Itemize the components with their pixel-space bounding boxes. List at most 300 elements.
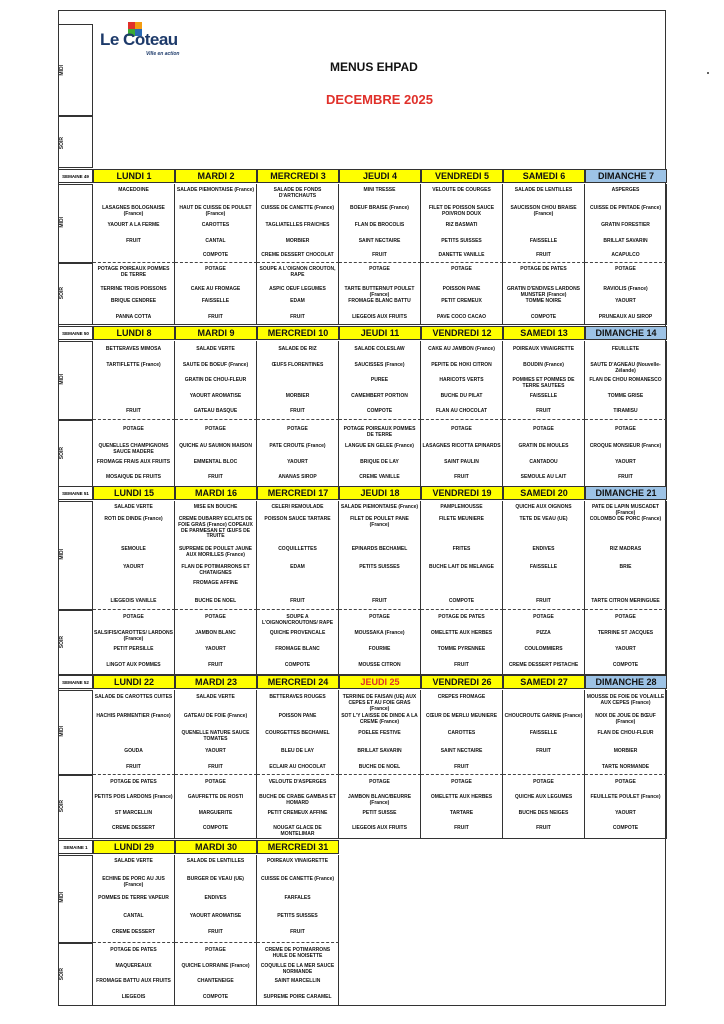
menu-item: POMMES ET POMMES DE TERRE SAUTEES	[512, 377, 575, 389]
soir-side	[58, 263, 93, 325]
menu-item: YAOURT	[615, 810, 636, 816]
menu-item: FARFALES	[284, 895, 311, 901]
menu-item: MOSAIQUE DE FRUITS	[105, 474, 161, 480]
menu-item: CREME DESSERT CHOCOLAT	[261, 252, 334, 258]
menu-item: TOMME NOIRE	[525, 298, 562, 304]
soir-cell	[585, 610, 667, 675]
menu-item: COMPOTE	[448, 598, 475, 604]
menu-item: SAINT MARCELLIN	[274, 978, 321, 984]
menu-item: FRUIT	[290, 408, 305, 414]
midi-side	[58, 690, 93, 775]
menu-item: TOMME PYRENNEE	[437, 646, 486, 652]
menu-item: FILET DE POISSON SAUCE POIVRON DOUX	[428, 205, 495, 217]
soir-cell	[175, 943, 257, 1006]
menu-item: TARTE CITRON MERINGUEE	[591, 598, 660, 604]
menu-item: PETIT SUISSE	[362, 810, 397, 816]
day-header: MERCREDI 31	[257, 840, 339, 854]
menu-item: POTAGE DE PATES	[110, 947, 157, 953]
week-label: SEMAINE 50	[58, 326, 93, 340]
menu-item: SALADE VERTE	[196, 346, 235, 352]
menu-item: BOEUF BRAISE (France)	[350, 205, 409, 211]
midi-cell	[93, 341, 175, 420]
menu-item: YAOURT A LA FERME	[107, 222, 160, 228]
menu-item: SOUPE A L'OIGNON CROUTON, RAPE	[259, 266, 336, 278]
day-header: DIMANCHE 28	[585, 675, 667, 689]
soir-cell	[257, 263, 339, 325]
day-header: MERCREDI 10	[257, 326, 339, 340]
day-header: MERCREDI 3	[257, 169, 339, 183]
menu-item: FLAN DE CHOU-FLEUR	[597, 730, 654, 736]
menu-item: FRUIT	[208, 314, 223, 320]
day-header: MARDI 2	[175, 169, 257, 183]
day-header: JEUDI 4	[339, 169, 421, 183]
menu-item: FAISSELLE	[529, 238, 558, 244]
menu-item: CREME DESSERT	[111, 825, 156, 831]
menu-item: FROMAGE BLANC BATTU	[348, 298, 411, 304]
menu-item: OMELETTE AUX HERBES	[430, 794, 493, 800]
midi-cell	[175, 184, 257, 263]
menu-item: POTAGE	[205, 947, 226, 953]
soir-side	[58, 610, 93, 675]
menu-item: PETITS SUISSES	[441, 238, 482, 244]
menu-item: FRUIT	[536, 252, 551, 258]
menu-item: POISSON PANE	[442, 286, 481, 292]
menu-item: YAOURT AROMATISE	[189, 913, 242, 919]
menu-item: FRUIT	[126, 238, 141, 244]
menu-item: CREME DE POTIMARRONS HUILE DE NOISETTE	[264, 947, 331, 959]
menu-item: FROMAGE BATTU AUX FRUITS	[96, 978, 171, 984]
menu-item: FRUIT	[536, 408, 551, 414]
menu-item: GRATIN D'ENDIVES LARDONS MUNSTER (France)	[506, 286, 581, 298]
menu-item: POTAGE	[205, 779, 226, 785]
menu-item: QUICHE PROVENCALE	[269, 630, 326, 636]
menu-item: EDAM	[290, 564, 305, 570]
midi-cell	[503, 501, 585, 610]
menu-item: FRUIT	[290, 598, 305, 604]
menu-item: SALADE PIEMONTAISE (France)	[340, 504, 419, 510]
soir-cell	[93, 263, 175, 325]
menu-item: FROMAGE AFFINE	[193, 580, 238, 586]
menu-item: BUCHE DE NOEL	[358, 764, 401, 770]
menu-item: RIZ MADRAS	[609, 546, 642, 552]
menu-item: TARTE NORMANDE	[601, 764, 650, 770]
menu-item: SALADE PIEMONTAISE (France)	[176, 187, 255, 193]
midi-cell	[421, 501, 503, 610]
menu-item: EMMENTAL BLOC	[193, 459, 238, 465]
menu-item: POELEE FESTIVE	[358, 730, 401, 736]
soir-label: SOIR	[59, 967, 65, 980]
menu-item: FRUIT	[454, 825, 469, 831]
logo-text: Le Coteau	[100, 30, 178, 49]
menu-item: SALADE DE LENTILLES	[186, 858, 245, 864]
midi-cell	[257, 341, 339, 420]
midi-cell	[339, 341, 421, 420]
soir-cell	[93, 610, 175, 675]
menu-item: COMPOTE	[366, 408, 393, 414]
menu-item: SOT L'Y LAISSE DE DINDE A LA CREME (France)	[341, 713, 418, 725]
menu-item: MORBIER	[613, 748, 638, 754]
menu-item: POTAGE	[615, 614, 636, 620]
menu-item: FRUIT	[536, 748, 551, 754]
menu-item: YAOURT	[205, 748, 226, 754]
menu-item: BURGER DE VEAU (UE)	[187, 876, 244, 882]
menu-item: GRATIN DE MOULES	[518, 443, 569, 449]
menu-item: COMPOTE	[530, 314, 557, 320]
header-midi-label: MIDI	[59, 65, 65, 76]
menu-item: COMPOTE	[612, 825, 639, 831]
menu-item: GATEAU BASQUE	[193, 408, 238, 414]
menu-item: LIEGEOIS VANILLE	[110, 598, 157, 604]
midi-cell	[339, 690, 421, 775]
menu-item: PAMPLEMOUSSE	[440, 504, 483, 510]
menu-item: LINGOT AUX POMMES	[106, 662, 161, 668]
menu-item: SUPREME DE POULET JAUNE AUX MORILLES (France)	[178, 546, 253, 558]
menu-item: ACAPULCO	[611, 252, 640, 258]
midi-cell	[175, 855, 257, 943]
menu-item: TERRINE TROIS POISSONS	[100, 286, 167, 292]
menu-item: VELOUTE D'ASPERGES	[268, 779, 327, 785]
menu-item: EDAM	[290, 298, 305, 304]
menu-item: YAOURT	[615, 646, 636, 652]
menu-item: CREME DESSERT	[111, 929, 156, 935]
day-header: DIMANCHE 14	[585, 326, 667, 340]
menu-item: CUISSE DE CANETTE (France)	[260, 205, 335, 211]
menu-item: BRIQUE CENDREE	[110, 298, 157, 304]
midi-label: MIDI	[59, 892, 65, 903]
menu-item: DANETTE VANILLE	[438, 252, 485, 258]
page-subtitle: DECEMBRE 2025	[326, 92, 433, 107]
menu-item: SALADE DE CAROTTES CUITES	[94, 694, 173, 700]
menu-item: LIEGEOIS AUX FRUITS	[352, 825, 407, 831]
soir-cell	[503, 263, 585, 325]
menu-item: FRUIT	[208, 929, 223, 935]
day-header: DIMANCHE 21	[585, 486, 667, 500]
menu-item: GATEAU DE FOIE (France)	[183, 713, 248, 719]
soir-cell	[585, 420, 667, 487]
menu-item: FLAN AU CHOCOLAT	[435, 408, 488, 414]
day-header: SAMEDI 6	[503, 169, 585, 183]
menu-item: CUISSE DE CANETTE (France)	[260, 876, 335, 882]
menu-item: MAQUEREAUX	[115, 963, 152, 969]
day-header: VENDREDI 12	[421, 326, 503, 340]
menu-item: QUICHE LORRAINE (France)	[181, 963, 250, 969]
midi-side	[58, 855, 93, 943]
menu-item: POTAGE POIREAUX POMMES DE TERRE	[97, 266, 170, 278]
midi-cell	[93, 184, 175, 263]
menu-item: POISSON PANE	[278, 713, 317, 719]
day-header: MERCREDI 17	[257, 486, 339, 500]
menu-item: PANNA COTTA	[115, 314, 152, 320]
menu-item: MACEDOINE	[118, 187, 149, 193]
menu-item: FRUIT	[536, 825, 551, 831]
midi-side	[58, 341, 93, 420]
soir-cell	[339, 775, 421, 839]
menu-item: PRUNEAUX AU SIROP	[598, 314, 653, 320]
menu-item: CREME DUBARRY ECLATS DE FOIE GRAS (France) COPEAUX DE PARMESAN ET ŒUFS DE TRUITE	[178, 516, 253, 540]
soir-cell	[175, 775, 257, 839]
menu-item: CREME VANILLE	[359, 474, 400, 480]
menu-item: POTAGE	[615, 266, 636, 272]
week-label: SEMAINE 51	[58, 486, 93, 500]
menu-item: SAINT NECTAIRE	[358, 238, 401, 244]
menu-item: COULOMMIERS	[524, 646, 563, 652]
menu-item: POIREAUX VINAIGRETTE	[512, 346, 575, 352]
menu-item: POTAGE	[533, 779, 554, 785]
day-header: MARDI 23	[175, 675, 257, 689]
menu-item: SAINT NECTAIRE	[440, 748, 483, 754]
menu-item: YAOURT	[123, 564, 144, 570]
menu-item: SALADE VERTE	[114, 858, 153, 864]
menu-item: YAOURT	[615, 459, 636, 465]
menu-item: TERRINE ST JACQUES	[597, 630, 654, 636]
soir-cell	[421, 263, 503, 325]
day-header: JEUDI 25	[339, 675, 421, 689]
menu-item: CŒUR DE MERLU MEUNIERE	[425, 713, 498, 719]
menu-item: FRUIT	[536, 598, 551, 604]
menu-item: SALADE COLESLAW	[354, 346, 405, 352]
menu-item: CREPES FROMAGE	[437, 694, 486, 700]
menu-item: FILETE MEUNIERE	[438, 516, 484, 522]
menu-item: TAGLIATELLES FRAICHES	[265, 222, 330, 228]
menu-item: SALADE VERTE	[114, 504, 153, 510]
soir-label: SOIR	[59, 446, 65, 459]
menu-item: POTAGE	[369, 779, 390, 785]
soir-cell	[503, 420, 585, 487]
menu-item: PATE CROUTE (France)	[269, 443, 326, 449]
soir-cell	[339, 610, 421, 675]
midi-cell	[93, 690, 175, 775]
midi-cell	[93, 501, 175, 610]
menu-item: CAMEMBERT PORTION	[351, 393, 408, 399]
menu-item: MOUSSAKA (France)	[354, 630, 405, 636]
menu-item: SAUTE D'AGNEAU (Nouvelle-Zélande)	[590, 362, 661, 374]
midi-side	[58, 184, 93, 263]
menu-item: POTAGE	[533, 614, 554, 620]
menu-item: SOUPE A L'OIGNON/CROUTONS/ RAPE	[261, 614, 334, 626]
menu-item: POTAGE	[451, 426, 472, 432]
midi-cell	[257, 855, 339, 943]
soir-label: SOIR	[59, 800, 65, 813]
menu-item: YAOURT	[205, 646, 226, 652]
menu-item: FEUILLETE POULET (France)	[590, 794, 661, 800]
day-header: JEUDI 18	[339, 486, 421, 500]
menu-item: MISE EN BOUCHE	[193, 504, 238, 510]
menu-item: COMPOTE	[202, 252, 229, 258]
menu-item: LIEGEOIS	[121, 994, 146, 1000]
menu-item: ASPIC OEUF LEGUMES	[269, 286, 326, 292]
soir-side	[58, 943, 93, 1006]
menu-item: TARTARE	[449, 810, 474, 816]
menu-item: PETITS SUISSES	[359, 564, 400, 570]
menu-item: MARGUERITE	[198, 810, 233, 816]
menu-item: GAUFRETTE DE ROSTI	[187, 794, 244, 800]
soir-cell	[257, 420, 339, 487]
menu-item: EPINARDS BECHAMEL	[351, 546, 408, 552]
menu-item: RAVIOLIS (France)	[603, 286, 648, 292]
menu-item: LANGUE EN GELEE (France)	[345, 443, 414, 449]
midi-cell	[585, 690, 667, 775]
menu-item: POTAGE	[205, 266, 226, 272]
day-header: VENDREDI 26	[421, 675, 503, 689]
menu-item: FAISSELLE	[529, 730, 558, 736]
menu-item: POTAGE	[205, 426, 226, 432]
city-logo	[100, 22, 210, 62]
header-soir-label: SOIR	[59, 137, 65, 150]
soir-cell	[175, 610, 257, 675]
menu-item: ST MARCELLIN	[114, 810, 153, 816]
midi-label: MIDI	[59, 725, 65, 737]
menu-item: BUCHE DES NEIGES	[518, 810, 569, 816]
menu-item: PETIT PERSILLE	[113, 646, 154, 652]
menu-item: BOUDIN (France)	[523, 362, 564, 368]
menu-item: FEUILLETE	[611, 346, 640, 352]
menu-item: FRUIT	[618, 474, 633, 480]
menu-item: FRUIT	[290, 314, 305, 320]
menu-item: COQUILLETTES	[278, 546, 317, 552]
menu-item: FRUIT	[208, 764, 223, 770]
menu-item: POMMES DE TERRE VAPEUR	[98, 895, 169, 901]
logo-subtitle: Ville en action	[146, 51, 180, 57]
menu-item: NOUGAT GLACE DE MONTELIMAR	[273, 825, 322, 837]
header-midi-side	[58, 24, 93, 116]
day-header: LUNDI 15	[93, 486, 175, 500]
menu-item: CANTAL	[205, 238, 226, 244]
day-header: MARDI 9	[175, 326, 257, 340]
logo-square-orange	[135, 22, 142, 29]
menu-item: TOMME GRISE	[607, 393, 644, 399]
menu-item: HARICOTS VERTS	[439, 377, 484, 383]
menu-item: PETIT CREMEUX	[441, 298, 482, 304]
soir-side	[58, 420, 93, 487]
menu-item: GRATIN DE CHOU-FLEUR	[184, 377, 247, 383]
menu-item: POTAGE	[451, 779, 472, 785]
menu-item: BUCHE DE CRABE GAMBAS ET HOMARD	[259, 794, 336, 806]
menu-item: SAUTE DE BOEUF (France)	[182, 362, 249, 368]
menu-item: GRATIN FORESTIER	[601, 222, 650, 228]
soir-cell	[421, 610, 503, 675]
menu-item: CAROTTES	[447, 730, 476, 736]
day-header: LUNDI 8	[93, 326, 175, 340]
menu-item: FRITES	[452, 546, 471, 552]
menu-item: SAUCISSON CHOU BRAISE (France)	[510, 205, 577, 217]
menu-item: POTAGE	[369, 614, 390, 620]
menu-item: POTAGE	[615, 779, 636, 785]
soir-cell	[93, 943, 175, 1006]
menu-item: ŒUFS FLORENTINES	[271, 362, 324, 368]
menu-item: TARTIFLETTE (France)	[106, 362, 161, 368]
menu-item: FLAN DE CHOU ROMANESCO	[589, 377, 662, 383]
midi-cell	[585, 501, 667, 610]
midi-cell	[585, 184, 667, 263]
midi-cell	[421, 184, 503, 263]
day-header: LUNDI 29	[93, 840, 175, 854]
day-header: MERCREDI 24	[257, 675, 339, 689]
menu-item: ENDIVES	[204, 895, 227, 901]
midi-cell	[257, 184, 339, 263]
day-header: DIMANCHE 7	[585, 169, 667, 183]
menu-item: ENDIVES	[532, 546, 555, 552]
menu-item: POTAGE	[451, 266, 472, 272]
menu-item: PUREE	[370, 377, 389, 383]
menu-item: FRUIT	[290, 929, 305, 935]
week-label: SEMAINE 49	[58, 169, 93, 183]
menu-item: ANANAS SIROP	[278, 474, 317, 480]
midi-cell	[257, 501, 339, 610]
menu-item: FLAN DE BROCOLIS	[354, 222, 405, 228]
menu-item: RIZ BASMATI	[445, 222, 478, 228]
menu-item: QUENELLES CHAMPIGNONS SAUCE MADERE	[98, 443, 169, 455]
midi-cell	[93, 855, 175, 943]
menu-item: CAKE AU JAMBON (France)	[428, 346, 495, 352]
menu-item: SALADE VERTE	[196, 694, 235, 700]
soir-cell	[175, 420, 257, 487]
menu-item: COMPOTE	[202, 825, 229, 831]
menu-item: CAROTTES	[201, 222, 230, 228]
menu-item: CROQUE MONSIEUR (France)	[589, 443, 662, 449]
menu-item: FLAN DE POTIMARRONS ET CHATAIGNES	[181, 564, 250, 576]
menu-item: FRUIT	[126, 764, 141, 770]
logo-square-red	[128, 22, 135, 29]
midi-cell	[175, 501, 257, 610]
menu-item: FRUIT	[454, 662, 469, 668]
soir-cell	[421, 420, 503, 487]
menu-item: TARTE BUTTERNUT POULET (France)	[344, 286, 415, 298]
menu-item: POIREAUX VINAIGRETTE	[266, 858, 329, 864]
midi-cell	[503, 341, 585, 420]
menu-item: ROTI DE DINDE (France)	[104, 516, 163, 522]
menu-item: QUICHE AUX OIGNONS	[515, 504, 572, 510]
menu-item: YAOURT	[287, 459, 308, 465]
menu-item: PETIT CREMEUX AFFINE	[267, 810, 328, 816]
menu-item: FRUIT	[372, 252, 387, 258]
day-header: SAMEDI 20	[503, 486, 585, 500]
menu-item: PETITS SUISSES	[277, 913, 318, 919]
midi-cell	[257, 690, 339, 775]
week-label: SEMAINE 1	[58, 840, 93, 854]
menu-item: BRIE	[619, 564, 632, 570]
menu-item: JAMBON BLANC	[195, 630, 236, 636]
margin-dot	[707, 72, 709, 74]
soir-cell	[503, 610, 585, 675]
menu-item: FRUIT	[126, 408, 141, 414]
midi-cell	[503, 690, 585, 775]
day-header: JEUDI 11	[339, 326, 421, 340]
soir-cell	[503, 775, 585, 839]
menu-item: QUENELLE NATURE SAUCE TOMATES	[181, 730, 250, 742]
day-header: MARDI 16	[175, 486, 257, 500]
soir-cell	[93, 420, 175, 487]
menu-item: GOUDA	[124, 748, 143, 754]
menu-item: TERRINE DE FAISAN (UE) AUX CEPES ET AU FOIE GRAS (France)	[342, 694, 417, 712]
menu-item: BLEU DE LAY	[281, 748, 314, 754]
menu-item: HACHIS PARMENTIER (France)	[96, 713, 171, 719]
menu-item: LASAGNES RICOTTA EPINARDS	[422, 443, 501, 449]
midi-label: MIDI	[59, 216, 65, 228]
day-header: SAMEDI 13	[503, 326, 585, 340]
menu-item: MOUSSE DE FOIE DE VOLAILLE AUX CEPES (France)	[586, 694, 665, 706]
menu-item: SUPREME POIRE CARAMEL	[263, 994, 332, 1000]
menu-item: HAUT DE CUISSE DE POULET (France)	[179, 205, 252, 217]
menu-item: POTAGE	[287, 426, 308, 432]
menu-item: FAISSELLE	[201, 298, 230, 304]
day-header: VENDREDI 5	[421, 169, 503, 183]
menu-item: POTAGE	[205, 614, 226, 620]
midi-cell	[175, 341, 257, 420]
menu-item: COMPOTE	[202, 994, 229, 1000]
menu-item: BUCHE DU PILAT	[440, 393, 483, 399]
menu-item: MINI TRESSE	[363, 187, 396, 193]
menu-item: JAMBON BLANC/BEURRE (France)	[347, 794, 412, 806]
